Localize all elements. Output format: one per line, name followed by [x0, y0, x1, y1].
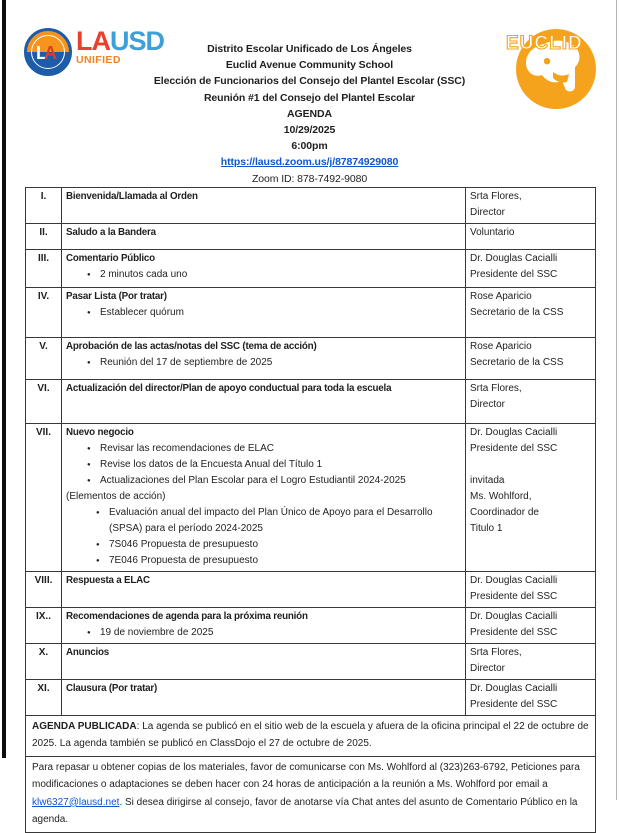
- agenda-row-presenter: [466, 224, 596, 250]
- presenter-line: Director: [470, 663, 506, 674]
- presenter-line: Secretario de la CSS: [470, 357, 564, 368]
- agenda-row: [26, 188, 596, 224]
- agenda-item: ● 2 minutos cada uno: [66, 267, 461, 283]
- agenda-row-topic: [62, 188, 466, 224]
- agenda-row-topic: [62, 608, 466, 644]
- agenda-row-topic: [62, 644, 466, 680]
- agenda-row-topic: [62, 380, 466, 424]
- agenda-row: [26, 250, 596, 288]
- agenda-row-topic: [62, 224, 466, 250]
- agenda-published-note: [25, 715, 596, 757]
- presenter-line: Presidente del SSC: [470, 699, 558, 710]
- agenda-row-presenter: [466, 644, 596, 680]
- presenter-line: Director: [470, 207, 506, 218]
- agenda-topic-title: Respuesta a ELAC: [66, 575, 150, 586]
- agenda-row-presenter: [466, 680, 596, 716]
- agenda-row-topic: [62, 572, 466, 608]
- agenda-row: [26, 424, 596, 572]
- presenter-line: Srta Flores,: [470, 383, 522, 394]
- agenda-row: [26, 572, 596, 608]
- agenda-row-number: XI.: [26, 680, 62, 716]
- svg-text:EUCLID: EUCLID: [506, 33, 583, 54]
- agenda-item: ● Reunión del 17 de septiembre de 2025: [66, 355, 461, 371]
- zoom-meeting-link[interactable]: https://lausd.zoom.us/j/87874929080: [220, 156, 399, 169]
- agenda-item: (Elementos de acción): [66, 491, 166, 502]
- agenda-item: ● Evaluación anual del impacto del Plan Único de Apoyo para el Desarrollo (SPSA) para el período 2024-2025: [66, 505, 461, 537]
- presenter-line: Srta Flores,: [470, 191, 522, 202]
- agenda-table-body: [26, 188, 596, 716]
- agenda-row-presenter: [466, 572, 596, 608]
- agenda-row-presenter: [466, 424, 596, 572]
- agenda-row: [26, 224, 596, 250]
- agenda-row-topic: [62, 424, 466, 572]
- school-name: Euclid Avenue Community School: [225, 59, 394, 72]
- agenda-row-presenter: [466, 338, 596, 380]
- meeting-title: Reunión #1 del Consejo del Plantel Escolar: [203, 91, 416, 104]
- agenda-row: [26, 644, 596, 680]
- agenda-item: ● 19 de noviembre de 2025: [66, 625, 461, 641]
- note-text: : La agenda se publicó en el sitio web de la escuela y afuera de la oficina principal el 22 de octubre de 2025. La agenda también se publicó en ClassDojo el 27 de octubre de 2025.: [32, 720, 589, 750]
- agenda-topic-title: Aprobación de las actas/notas del SSC (tema de acción): [66, 341, 317, 352]
- meeting-time: 6:00pm: [291, 140, 328, 153]
- agenda-row-number: V.: [26, 338, 62, 380]
- agenda-row-number: VII.: [26, 424, 62, 572]
- election-title: Elección de Funcionarios del Consejo del Plantel Escolar (SSC): [153, 75, 466, 88]
- agenda-row: [26, 338, 596, 380]
- agenda-topic-title: Pasar Lista (Por tratar): [66, 291, 167, 302]
- agenda-topic-title: Comentario Público: [66, 253, 155, 264]
- agenda-row-presenter: [466, 380, 596, 424]
- presenter-line: Director: [470, 399, 506, 410]
- presenter-line: Presidente del SSC: [470, 269, 558, 280]
- lausd-wordmark-la: LA: [76, 26, 110, 56]
- presenter-line: Dr. Douglas Cacialli: [470, 683, 558, 694]
- presenter-line: invitada: [470, 475, 505, 486]
- agenda-item: ● Revisar las recomendaciones de ELAC: [66, 441, 461, 457]
- presenter-line: Dr. Douglas Cacialli: [470, 611, 558, 622]
- agenda-topic-title: Nuevo negocio: [66, 427, 134, 438]
- agenda-item: ● Actualizaciones del Plan Escolar para el Logro Estudiantil 2024-2025: [66, 473, 461, 489]
- presenter-line: Dr. Douglas Cacialli: [470, 253, 558, 264]
- agenda-row: [26, 608, 596, 644]
- presenter-line: Rose Aparicio: [470, 291, 532, 302]
- presenter-line: Presidente del SSC: [470, 591, 558, 602]
- district-name: Distrito Escolar Unificado de Los Ángeles: [207, 43, 412, 55]
- presenter-line: Dr. Douglas Cacialli: [470, 427, 558, 438]
- agenda-row-presenter: [466, 288, 596, 338]
- presenter-line: Presidente del SSC: [470, 627, 558, 638]
- svg-text:A: A: [44, 43, 57, 63]
- agenda-row-presenter: [466, 250, 596, 288]
- agenda-row-number: III.: [26, 250, 62, 288]
- email-link[interactable]: klw6327@lausd.net: [32, 796, 120, 808]
- agenda-row-presenter: [466, 188, 596, 224]
- presenter-line: Dr. Douglas Cacialli: [470, 575, 558, 586]
- agenda-topic-title: Saludo a la Bandera: [66, 227, 156, 238]
- note-text: Para repasar u obtener copias de los materiales, favor de comunicarse con Ms. Wohlford al (323)263-6792, Peticiones para modificaciones o adaptaciones se deben hacer con 24 horas de anticipación a la reunión a Ms. Wohlford por email a: [32, 761, 580, 791]
- presenter-line: Ms. Wohlford,: [470, 491, 532, 502]
- agenda-row: [26, 288, 596, 338]
- agenda-row-presenter: [466, 608, 596, 644]
- agenda-row-number: IX..: [26, 608, 62, 644]
- agenda-table: [25, 187, 596, 716]
- agenda-item: ● Establecer quórum: [66, 305, 461, 321]
- presenter-line: [470, 457, 591, 473]
- agenda-row-number: IV.: [26, 288, 62, 338]
- zoom-id: Zoom ID: 878-7492-9080: [251, 172, 368, 185]
- agenda-row-number: VI.: [26, 380, 62, 424]
- agenda-topic-title: Clausura (Por tratar): [66, 683, 158, 694]
- presenter-line: Voluntario: [470, 227, 515, 238]
- presenter-line: Coordinador de: [470, 507, 539, 518]
- note-bold-lead: AGENDA PUBLICADA: [32, 720, 137, 732]
- agenda-row-topic: [62, 338, 466, 380]
- agenda-item: ● 7E046 Propuesta de presupuesto: [66, 553, 461, 569]
- agenda-topic-title: Anuncios: [66, 647, 110, 658]
- agenda-topic-title: Recomendaciones de agenda para la próxima reunión: [66, 611, 308, 622]
- agenda-item: ● 7S046 Propuesta de presupuesto: [66, 537, 461, 553]
- lausd-wordmark-usd: USD: [110, 26, 165, 56]
- agenda-topic-title: Actualización del director/Plan de apoyo conductual para toda la escuela: [66, 383, 392, 394]
- agenda-row-topic: [62, 680, 466, 716]
- materials-contact-note: [25, 756, 596, 833]
- presenter-line: Secretario de la CSS: [470, 307, 564, 318]
- agenda-item: ● Revise los datos de la Encuesta Anual del Título 1: [66, 457, 461, 473]
- svg-text:L: L: [36, 43, 47, 63]
- agenda-label: AGENDA: [287, 107, 332, 120]
- agenda-topic-title: Bienvenida/Llamada al Orden: [66, 191, 198, 202]
- agenda-row-number: VIII.: [26, 572, 62, 608]
- agenda-row-number: II.: [26, 224, 62, 250]
- agenda-content: [25, 187, 596, 833]
- presenter-line: Titulo 1: [470, 523, 503, 534]
- agenda-row-topic: [62, 288, 466, 338]
- presenter-line: Presidente del SSC: [470, 443, 558, 454]
- lausd-unified-label: UNIFIED: [76, 54, 121, 66]
- agenda-row: [26, 680, 596, 716]
- presenter-line: Rose Aparicio: [470, 341, 532, 352]
- presenter-line: Srta Flores,: [470, 647, 522, 658]
- note-text: . Si desea dirigirse al consejo, favor de anotarse vía Chat antes del asunto de Comentario Público en la agenda.: [32, 796, 578, 826]
- agenda-row-number: I.: [26, 188, 62, 224]
- agenda-row-number: X.: [26, 644, 62, 680]
- document-header: [0, 41, 619, 187]
- agenda-row: [26, 380, 596, 424]
- agenda-row-topic: [62, 250, 466, 288]
- meeting-date: 10/29/2025: [283, 124, 336, 137]
